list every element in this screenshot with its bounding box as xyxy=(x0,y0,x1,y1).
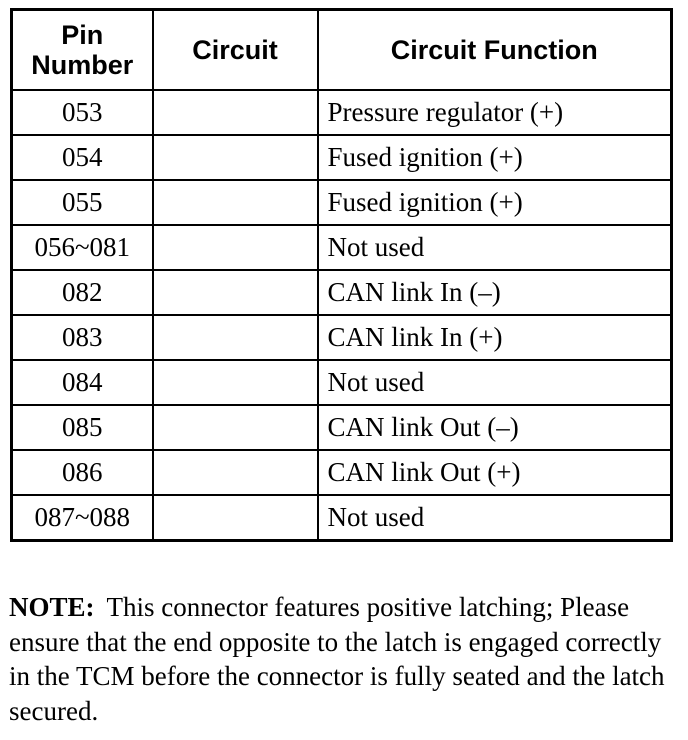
header-circuit: Circuit xyxy=(153,10,318,91)
circuit-function-cell: Fused ignition (+) xyxy=(318,135,672,180)
header-pin-line1: Pin xyxy=(61,20,104,50)
pin-table xyxy=(10,8,673,542)
circuit-cell xyxy=(153,315,318,360)
connector-note xyxy=(9,590,681,728)
circuit-function-cell: Fused ignition (+) xyxy=(318,180,672,225)
pin-number-cell: 086 xyxy=(12,450,153,495)
table-row xyxy=(12,495,672,541)
circuit-cell xyxy=(153,270,318,315)
pin-number-cell: 054 xyxy=(12,135,153,180)
pin-number-cell: 084 xyxy=(12,360,153,405)
circuit-cell xyxy=(153,180,318,225)
circuit-function-cell: Not used xyxy=(318,495,672,541)
table-row xyxy=(12,360,672,405)
note-label: NOTE: xyxy=(9,592,95,622)
table-row xyxy=(12,90,672,135)
pin-number-cell: 082 xyxy=(12,270,153,315)
header-circuit-function: Circuit Function xyxy=(318,10,672,91)
pin-number-cell: 087~088 xyxy=(12,495,153,541)
table-row xyxy=(12,315,672,360)
header-pin-line2: Number xyxy=(31,50,134,80)
pin-number-cell: 083 xyxy=(12,315,153,360)
circuit-cell xyxy=(153,450,318,495)
header-pin-number xyxy=(12,10,153,91)
circuit-function-cell: Not used xyxy=(318,360,672,405)
table-row xyxy=(12,450,672,495)
table-row xyxy=(12,270,672,315)
circuit-function-cell: CAN link Out (–) xyxy=(318,405,672,450)
table-row xyxy=(12,405,672,450)
circuit-cell xyxy=(153,405,318,450)
circuit-cell xyxy=(153,135,318,180)
circuit-function-cell: Not used xyxy=(318,225,672,270)
table-header-row xyxy=(12,10,672,91)
circuit-function-cell: Pressure regulator (+) xyxy=(318,90,672,135)
pin-number-cell: 056~081 xyxy=(12,225,153,270)
circuit-cell xyxy=(153,495,318,541)
circuit-cell xyxy=(153,225,318,270)
table-row xyxy=(12,180,672,225)
table-row xyxy=(12,135,672,180)
table-row xyxy=(12,225,672,270)
pin-number-cell: 055 xyxy=(12,180,153,225)
circuit-function-cell: CAN link Out (+) xyxy=(318,450,672,495)
pin-number-cell: 053 xyxy=(12,90,153,135)
circuit-cell xyxy=(153,90,318,135)
circuit-function-cell: CAN link In (–) xyxy=(318,270,672,315)
pin-number-cell: 085 xyxy=(12,405,153,450)
note-text: This connector features positive latching; Please ensure that the end opposite to the latch is engaged correctly in the TCM before the connector is fully seated and the latch secured. xyxy=(9,592,665,726)
circuit-cell xyxy=(153,360,318,405)
circuit-function-cell: CAN link In (+) xyxy=(318,315,672,360)
